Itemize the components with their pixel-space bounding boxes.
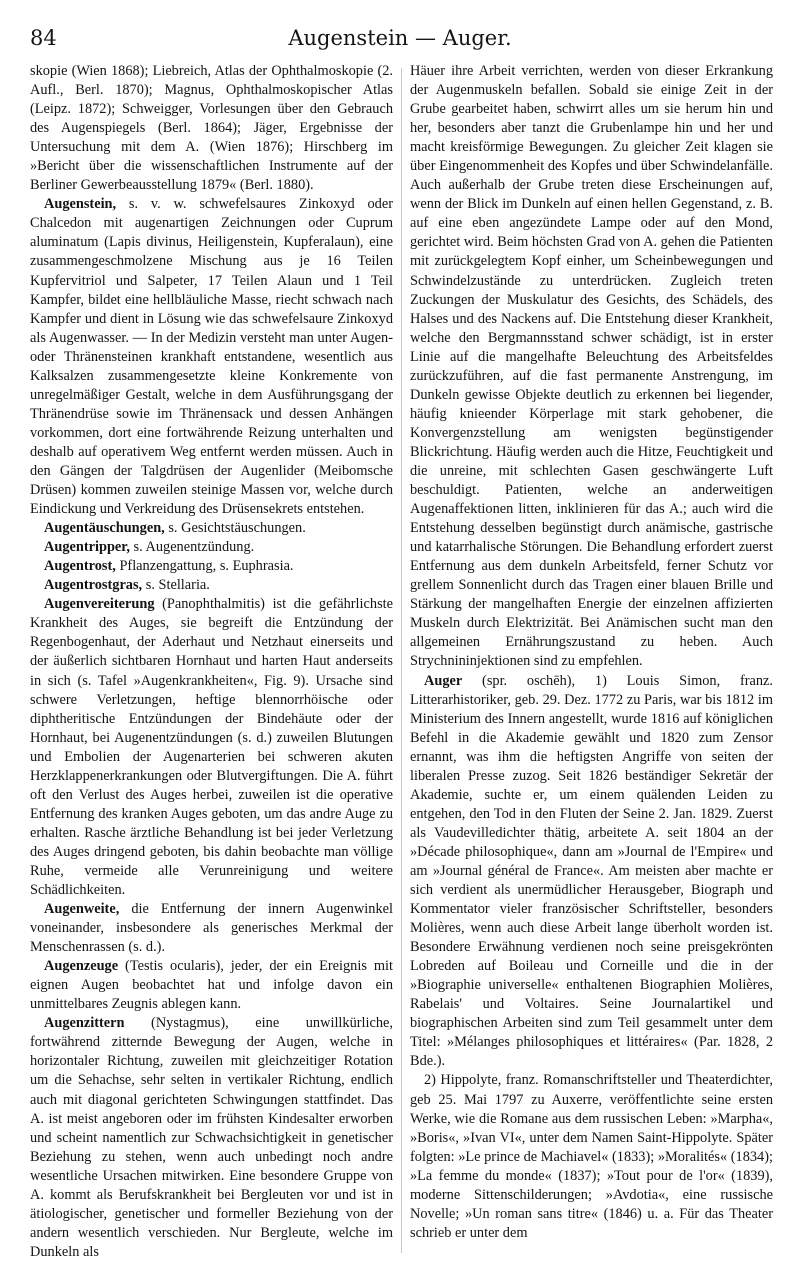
entry-headword: Augentripper, [44, 539, 130, 556]
entry-headword: Augenvereiterung [44, 596, 155, 613]
entry-text: die Entfernung der innern Augenwinkel voneinander, insbesondere als generisches Merkmal der Menschenrassen (s. d.). [30, 901, 393, 956]
entry-augentrost [30, 557, 393, 576]
entry-augenvereiterung [30, 595, 393, 900]
page-header [30, 16, 770, 56]
entry-headword: Augenzeuge [44, 958, 119, 975]
entry-continuation [30, 62, 393, 195]
entry-text: s. v. w. schwefelsaures Zinkoxyd oder Chalcedon mit augenartigen Zeichnungen oder Cuprum aluminatum (Lapis divinus, Heiligenstein, Kupferalaun), eine zusammengeschmolzene Mischung aus je 16 Teilen Kupfervitriol und Salpeter, 17 Teilen Alaun und 1 Teil Kampfer, bildet eine hellbläuliche Masse, riecht schwach nach Kampfer und dient in Lösung wie das schwefelsaure Zinkoxyd als Augenwasser. — In der Medizin versteht man unter Augen- oder Thränensteinen krankhaft entstandene, wesentlich aus Kalksalzen zusammengesetzte kleine Konkremente von unregelmäßiger Gestalt, welche in dem Ausführungsgang der Thränendrüse sowie im Thränensack und dessen Anhängen vorkommen, dort eine fortwährende Reizung unterhalten und deshalb auf operativem Weg entfernt werden müssen. Auch in den Gängen der Talgdrüsen der Augenlider (Meibomsche Drüsen) kommen zuweilen steinige Massen vor, welche durch Eindickung und Verkreidung des Drüsensekrets entstehen. [30, 196, 393, 518]
entry-text: s. Stellaria. [142, 577, 210, 594]
entry-auger [410, 672, 773, 1072]
entry-text: skopie (Wien 1868); Liebreich, Atlas der Ophthalmoskopie (2. Aufl., Berl. 1870); Magnus, Ophthalmoskopischer Atlas (Leipz. 1872); Schweigger, Vorlesungen über den Gebrauch des Augenspiegels (Berl. 1864); Jäger, Ergebnisse der Untersuchung mit dem A. (Wien 1876); Hirschberg im »Bericht über die wissenschaftlichen Instrumente auf der Berliner Gewerbeausstellung 1879« (Berl. 1880). [30, 63, 393, 194]
entry-headword: Augentrost, [44, 558, 116, 575]
entry-text: (Nystagmus), eine unwillkürliche, fortwährend zitternde Bewegung der Augen, welche in horizontaler Richtung, zuweilen mit gleichzeitiger Rotation um die Sehachse, sehr selten in vertikaler Richtung, endlich auch mit diagonal gerichteten Schwingungen stattfindet. Das A. ist meist angeboren oder im frühsten Kindesalter erworben und scheint namentlich zur Schwachsichtigkeit in genetischer Beziehung zu stehen, wenn auch unbedingt noch andre wesentliche Ursachen mitwirken. Eine besondere Gruppe von A. kommt als Berufskrankheit bei Bergleuten vor und ist in ätiologischer, genetischer und formeller Beziehung von der andern wesentlich verschieden. Nur Bergleute, welche im Dunkeln als [30, 1015, 393, 1260]
entry-headword: Augentäuschungen, [44, 520, 165, 537]
column-divider [401, 68, 402, 1253]
entry-text: (Panophthalmitis) ist die gefährlichste Krankheit des Auges, sie begreift die Entzündung der Regenbogenhaut, der Aderhaut und Netzhaut einerseits und der äußerlich sichtbaren Hornhaut und harten Haut anderseits in sich (s. Tafel »Augenkrankheiten«, Fig. 9). Ursache sind schwere Verletzungen, heftige blennorrhöische oder diphtheritische Entzündungen der Bindehäute oder der Hornhaut, bei Augenentzündungen (s. d.) zuweilen Blutungen und Embolien der Augenarterien bei schweren akuten Herzklappenerkrankungen oder Blutvergiftungen. Die A. führt oft den Verlust des Auges herbei, zuweilen ist die operative Entfernung des kranken Auges geboten, um das andre Auge zu erhalten. Rasche ärztliche Behandlung ist bei jeder Verletzung des Auges dringend geboten, bis dahin beobachte man völlige Ruhe, vermeide alle Verunreinigung und weitere Schädlichkeiten. [30, 596, 393, 899]
entry-augenzittern [30, 1014, 393, 1262]
entry-headword: Auger [424, 672, 463, 689]
right-column [410, 62, 773, 1243]
entry-text: s. Augenentzündung. [129, 539, 255, 556]
entry-text: (Testis ocularis), jeder, der ein Ereignis mit eignen Augen beobachtet hat und infolge davon ein unmittelbares Zeugnis ablegen kann. [30, 958, 393, 1013]
running-head: Augenstein — Auger. [288, 26, 512, 50]
entry-text: Häuer ihre Arbeit verrichten, werden von dieser Erkrankung der Augenmuskeln befallen. Sobald sie einige Zeit in der Grube gearbeitet haben, schwirrt alles um sie herum hin und her, besonders aber tanzt die Grubenlampe hin und her und macht kreisförmige Bewegungen. Zu gleicher Zeit klagen sie über Eingenommenheit des Kopfes und über Schwindelanfälle. Auch außerhalb der Grube treten diese Erscheinungen auf, wenn der Blick im Dunkeln auf einen hellen Gegenstand, z. B. auf eine eben angezündete Lampe oder auf den Mond, gerichtet wird. Beim höchsten Grad von A. gehen die Patienten mit zurückgelegtem Kopf einher, um Scheinbewegungen und Schwindelzustände zu unterdrücken. Zugleich treten Zuckungen der Muskulatur des Gesichts, des Schädels, des Halses und des Nackens auf. Die Entstehung dieser Krankheit, welche den Bergmannsstand schwer schädigt, ist in erster Linie auf die mangelhafte Beleuchtung des Arbeitsfeldes zurückzuführen, auf die fast permanente Anstrengung, im Dunkeln gewisse Objekte deutlich zu erkennen bei liegender, häufig knieender Körperlage mit stark gehobener, die Konvergenzstellung am wenigsten begünstigender Blickrichtung. Häufig werden auch die Hitze, Feuchtigkeit und die unreine, mit schlechten Gasen geschwängerte Luft beschuldigt. Patienten, welche an anderweitigen Augenaffektionen litten, inklinieren für das A.; auch wird die Entstehung desselben begünstigt durch anämische, gastrische und katarrhalische Störungen. Die Behandlung erfordert zuerst Entfernung aus dem dunkeln Arbeitsfeld, ferner Schutz vor grellem Sonnenlicht durch das Tragen einer blauen Brille und Stärkung der mangelhaften Energie der einzelnen affizierten Muskeln durch Elektrizität. Bei Anämischen sucht man den allgemeinen Ernährungszustand zu heben. Auch Strychnininjektionen sind zu empfehlen. [410, 63, 773, 670]
entry-augenzeuge [30, 957, 393, 1014]
left-column [30, 62, 393, 1262]
entry-text: 2) Hippolyte, franz. Romanschriftsteller und Theaterdichter, geb 25. Mai 1797 zu Auxerre, veröffentlichte seine ersten Werke, wie die Romane aus dem russischen Leben: »Marpha«, »Boris«, »Ivan VI«, unter dem Namen Saint-Hippolyte. Später folgten: »Le prince de Machiavel« (1833); »Moralités« (1834); »La femme du monde« (1837); »Tout pour de l'or« (1839), moderne Sittenschilderungen; »Avdotia«, eine russische Novelle; »Un roman sans titre« (1846) u. a. Für das Theater schrieb er unter dem [410, 1072, 773, 1241]
entry-augentrostgras [30, 576, 393, 595]
entry-headword: Augenstein, [44, 196, 117, 213]
entry-text: s. Gesichtstäuschungen. [164, 520, 306, 537]
entry-continuation [410, 62, 773, 672]
page-number: 84 [30, 26, 57, 50]
entry-augenstein [30, 195, 393, 519]
entry-augenweite [30, 900, 393, 957]
entry-text: Pflanzengattung, s. Euphrasia. [115, 558, 294, 575]
entry-headword: Augenzittern [44, 1015, 125, 1032]
entry-auger-hippolyte [410, 1071, 773, 1242]
entry-headword: Augenweite, [44, 901, 120, 918]
entry-augentripper [30, 538, 393, 557]
entry-headword: Augentrostgras, [44, 577, 143, 594]
entry-augentaeuschungen [30, 519, 393, 538]
entry-text: (spr. oschēh), 1) Louis Simon, franz. Litterarhistoriker, geb. 29. Dez. 1772 zu Paris, war bis 1812 im Ministerium des Innern angestellt, wurde 1816 auf königlichen Befehl in die Akademie gewählt und 1820 zum Zensor ernannt, was ihm die heftigsten Angriffe von seiten der liberalen Presse zuzog. Seit 1826 beständiger Sekretär der Akademie, suchte er, um einem quälenden Leiden zu entgehen, den Tod in den Fluten der Seine 2. Jan. 1829. Zuerst als Vaudevilledichter thätig, arbeitete A. seit 1804 an der »Décade philosophique«, dann am »Journal de l'Empire« und am »Journal général de France«. Am meisten aber machte er sich verdient als unermüdlicher Herausgeber, Biograph und Kommentator vieler französischer Schriftsteller, besonders Molières, wenn auch diese Arbeit lange überholt worden ist. Besondere Erwähnung verdienen noch seine preisgekrönten Lobreden auf Boileau und Corneille und die in der »Biographie universelle« enthaltenen Biographien Molières, Rabelais' und Voltaires. Seine Journalartikel und biographischen Arbeiten sind zum Teil gesammelt unter dem Titel: »Mélanges philosophiques et littéraires« (Par. 1828, 2 Bde.). [410, 672, 773, 1070]
